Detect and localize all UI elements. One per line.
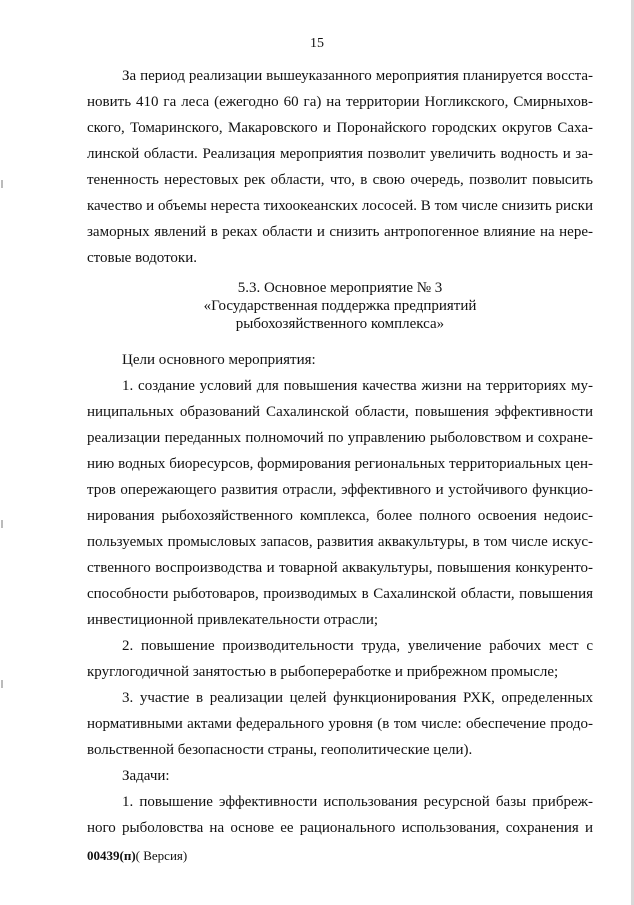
goal-item-2	[87, 633, 593, 685]
text-line: 3. участие в реализации целей функционирования РХК, определенных	[122, 690, 593, 706]
text-line: вольственной безопасности страны, геополитические цели).	[87, 742, 473, 758]
text-line: заморных явлений в реках области и снизить антропогенное влияние на нере-	[87, 224, 593, 240]
heading-line: рыбохозяйственного комплекса»	[235, 316, 445, 332]
text-line: нию водных биоресурсов, формирования региональных территориальных цен-	[87, 456, 593, 472]
text-line: ского, Томаринского, Макаровского и Поронайского городских округов Саха-	[87, 120, 593, 136]
scan-mark	[1, 180, 3, 188]
text-line: ниципальных образований Сахалинской области, повышения эффективности	[87, 404, 593, 420]
text-line: круглогодичной занятостью в рыбопереработке и прибрежном промысле;	[87, 664, 559, 680]
task-item-1	[87, 789, 593, 841]
text-line: способности рыботоваров, производимых в Сахалинской области, повышения	[87, 586, 593, 602]
text-line: стовые водотоки.	[87, 250, 197, 266]
text-line: 1. создание условий для повышения качества жизни на территориях му-	[122, 378, 593, 394]
scan-mark	[1, 680, 3, 688]
text-line: качество и объемы нереста тихоокеанских лососей. В том числе снизить риски	[87, 198, 593, 214]
text-line: линской области. Реализация мероприятия позволит увеличить водность и за-	[87, 146, 593, 162]
text-line: ственного воспроизводства и товарной аквакультуры, повышения конкуренто-	[87, 560, 593, 576]
text-line: нормативными актами федерального уровня (в том числе: обеспечение продо-	[87, 716, 593, 732]
scan-mark	[1, 520, 3, 528]
text-line: тененность нерестовых рек области, что, в свою очередь, позволит повысить	[87, 172, 593, 188]
text-line: пользуемых промысловых запасов, развития аквакультуры, в том числе искус-	[87, 534, 593, 550]
paragraph-forest-restoration	[87, 63, 593, 271]
text-line: нирования рыбохозяйственного комплекса, более полного освоения недоис-	[87, 508, 593, 524]
text-line: тров опережающего развития отрасли, эффективного и устойчивого функцио-	[87, 482, 593, 498]
document-code: 00439(п)	[87, 848, 136, 863]
text-line: новить 410 га леса (ежегодно 60 га) на территории Ногликского, Смирныхов-	[87, 94, 593, 110]
page-number: 15	[310, 36, 324, 51]
text-line: реализации переданных полномочий по управлению рыболовством и сохране-	[87, 430, 593, 446]
document-body	[87, 63, 593, 841]
text-line: За период реализации вышеуказанного мероприятия планируется восста-	[122, 68, 593, 84]
text-line: ного рыболовства на основе ее рационального использования, сохранения и	[87, 820, 593, 836]
goal-item-3	[87, 685, 593, 763]
heading-line: 5.3. Основное мероприятие № 3	[237, 280, 443, 296]
document-footer	[87, 848, 187, 864]
heading-line: «Государственная поддержка предприятий	[203, 298, 477, 314]
text-line: 2. повышение производительности труда, увеличение рабочих мест с	[122, 638, 593, 654]
text-line: 1. повышение эффективности использования ресурсной базы прибреж-	[122, 794, 593, 810]
tasks-label: Задачи:	[122, 768, 170, 784]
section-heading	[87, 279, 593, 333]
document-version: ( Версия)	[135, 848, 188, 863]
goal-item-1	[87, 373, 593, 633]
goals-label: Цели основного мероприятия:	[122, 352, 316, 368]
text-line: инвестиционной привлекательности отрасли;	[87, 612, 379, 628]
